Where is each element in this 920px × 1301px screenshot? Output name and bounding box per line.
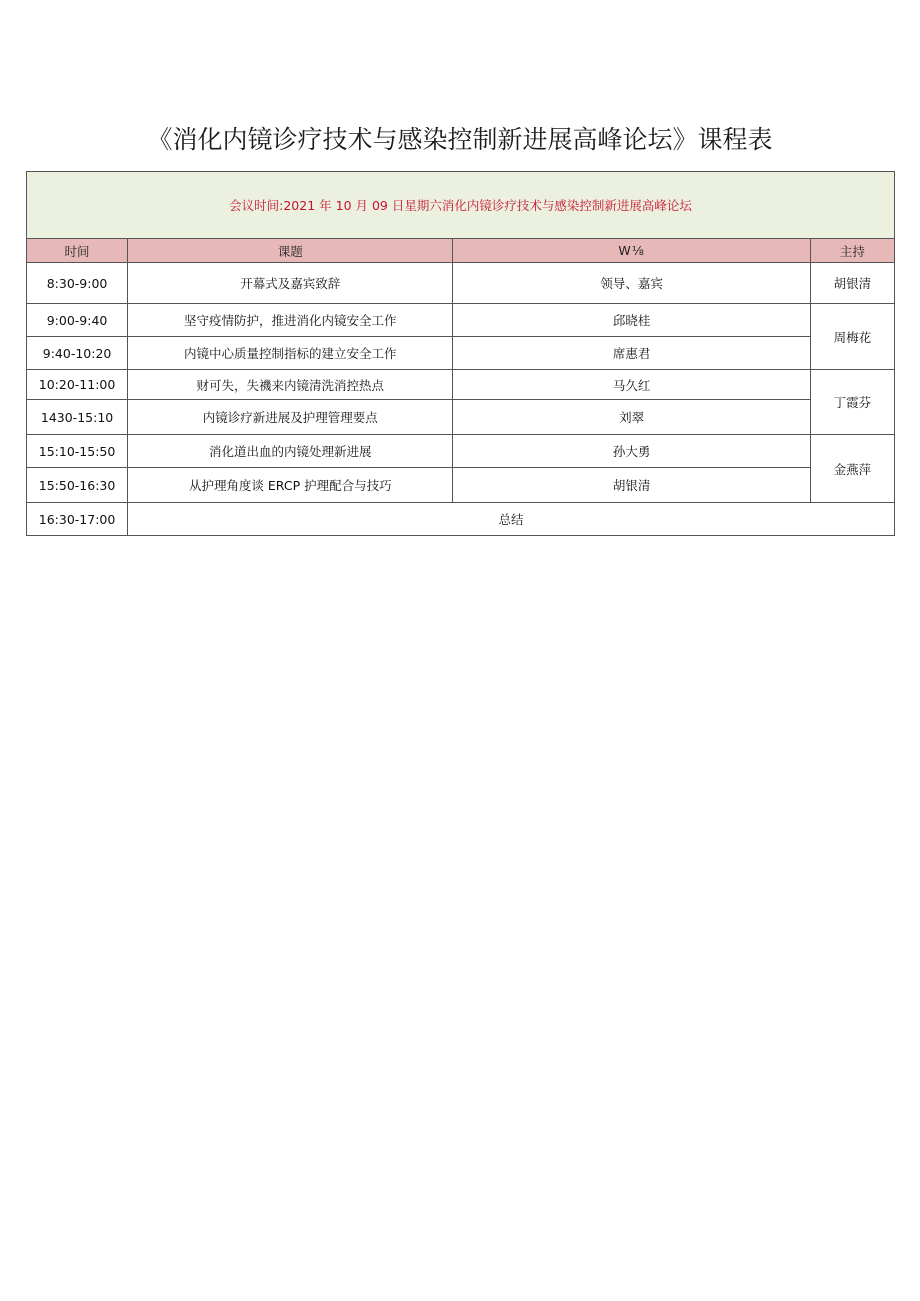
- host-cell: 周梅花: [810, 304, 894, 370]
- header-topic: 课题: [128, 239, 453, 263]
- summary-cell: 总结: [128, 503, 895, 536]
- header-host: 主持: [810, 239, 894, 263]
- meeting-time-banner: 会议时间:2021 年 10 月 09 日星期六消化内镜诊疗技术与感染控制新进展高峰论坛: [27, 172, 895, 239]
- header-time: 时间: [27, 239, 128, 263]
- table-row: [27, 400, 895, 435]
- topic-cell: 开幕式及嘉宾致辞: [128, 263, 453, 304]
- table-row: [27, 263, 895, 304]
- host-cell: 丁霞芬: [810, 370, 894, 435]
- time-cell: 10:20-11:00: [27, 370, 128, 400]
- topic-cell: 从护理角度谈 ERCP 护理配合与技巧: [128, 468, 453, 503]
- time-cell: 8:30-9:00: [27, 263, 128, 304]
- speaker-cell: 邱晓桂: [453, 304, 810, 337]
- speaker-cell: 马久红: [453, 370, 810, 400]
- topic-cell: 内镜诊疗新进展及护理管理要点: [128, 400, 453, 435]
- table-header-row: [27, 239, 895, 263]
- time-cell: 16:30-17:00: [27, 503, 128, 536]
- speaker-cell: 孙大勇: [453, 435, 810, 468]
- table-row: [27, 435, 895, 468]
- table-row: [27, 370, 895, 400]
- time-cell: 9:00-9:40: [27, 304, 128, 337]
- host-cell: 金燕萍: [810, 435, 894, 503]
- table-row: [27, 337, 895, 370]
- topic-cell: 消化道出血的内镜处理新进展: [128, 435, 453, 468]
- header-speaker: W⅛: [453, 239, 810, 263]
- time-cell: 15:10-15:50: [27, 435, 128, 468]
- time-cell: 15:50-16:30: [27, 468, 128, 503]
- speaker-cell: 席惠君: [453, 337, 810, 370]
- topic-cell: 坚守疫情防护，推进消化内镜安全工作: [128, 304, 453, 337]
- topic-cell: 内镜中心质量控制指标的建立安全工作: [128, 337, 453, 370]
- banner-row: [27, 172, 895, 239]
- table-row: [27, 468, 895, 503]
- schedule-table: [26, 171, 895, 536]
- page-title: 《消化内镜诊疗技术与感染控制新进展高峰论坛》课程表: [147, 125, 773, 154]
- time-cell: 1430-15:10: [27, 400, 128, 435]
- speaker-cell: 胡银清: [453, 468, 810, 503]
- topic-cell: 财可失，失禨来内镜清洗消控热点: [128, 370, 453, 400]
- table-row: [27, 304, 895, 337]
- time-cell: 9:40-10:20: [27, 337, 128, 370]
- host-cell: 胡银清: [810, 263, 894, 304]
- speaker-cell: 刘翠: [453, 400, 810, 435]
- speaker-cell: 领导、嘉宾: [453, 263, 810, 304]
- table-row: [27, 503, 895, 536]
